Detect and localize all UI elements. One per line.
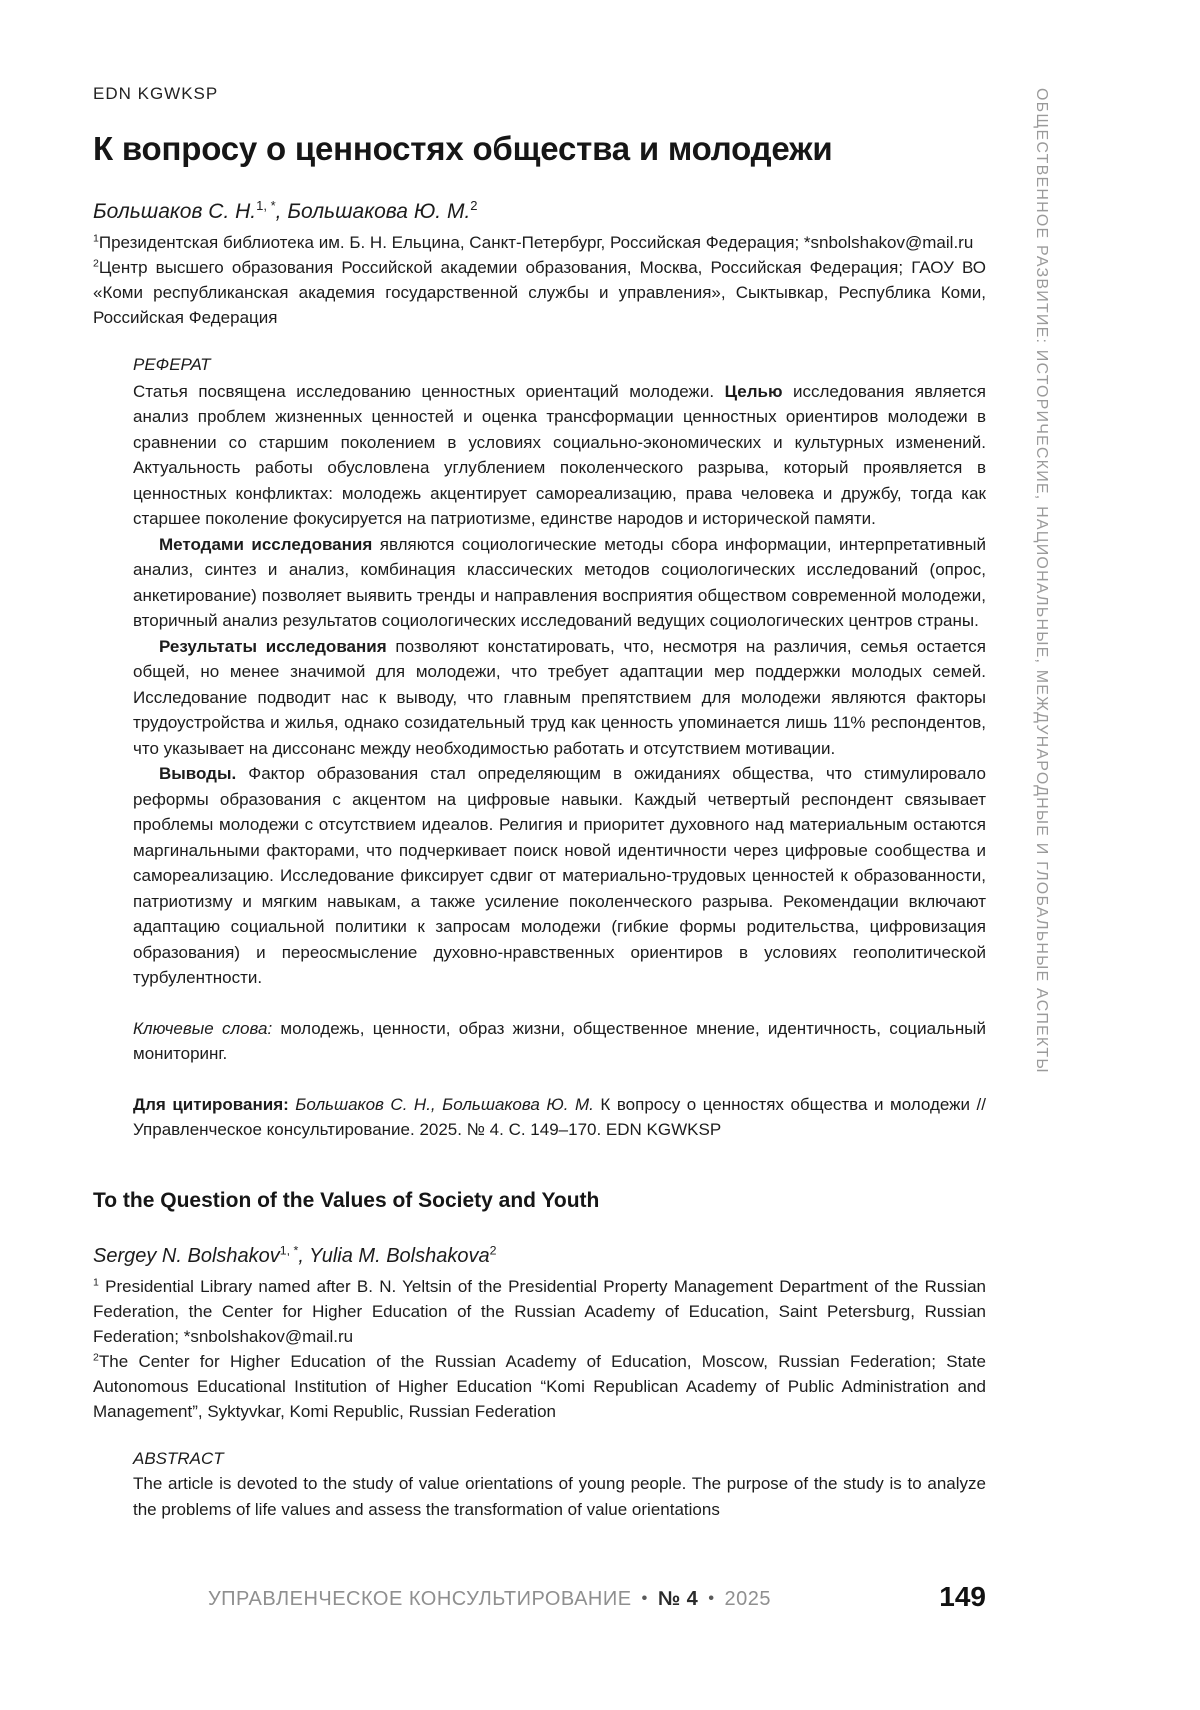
abstract-en: [133, 1446, 986, 1523]
citation-ru: [133, 1092, 986, 1143]
footer-journal-title: УПРАВЛЕНЧЕСКОЕ КОНСУЛЬТИРОВАНИЕ: [207, 1588, 632, 1610]
affiliation-ru-1-marker: 1: [93, 232, 99, 245]
authors-en: [93, 1242, 986, 1268]
affiliations-en: [93, 1274, 986, 1424]
author-ru-2-marker: 2: [470, 198, 478, 213]
authors-separator: ,: [298, 1244, 310, 1267]
abstract-text: исследования является анализ проблем жизненных ценностей и оценка трансформации ценностных ориентиров молодежи в сравнении со старшим поколением в условиях социально-экономических и культурных изменений. Актуальность работы обусловлена углублением поколенческого разрыва, который проявляется в ценностных конфликтах: молодежь акцентирует самореализацию, права человека и дружбу, тогда как старшее поколение фокусируется на патриотизме, единстве народов и исторической памяти.: [133, 381, 986, 528]
article-title-en: To the Question of the Values of Society and Youth: [93, 1188, 600, 1212]
keywords-ru: [133, 1016, 986, 1067]
author-ru-2: Большакова Ю. М.: [287, 200, 471, 223]
affiliation-ru-2: [93, 255, 986, 330]
author-ru-1-marker: 1, *: [256, 198, 276, 213]
abstract-bold-goal: Целью: [724, 381, 783, 401]
author-en-2-marker: 2: [489, 1242, 497, 1257]
abstract-ru-heading: РЕФЕРАТ: [133, 355, 211, 374]
affiliation-en-1-text: Presidential Library named after B. N. Yeltsin of the Presidential Property Management Department of the Russian Federation, the Center for Higher Education of the Russian Academy of Education, Saint Petersburg, Russian Federation; *snbolshakov@mail.ru: [93, 1276, 986, 1346]
citation-label: Для цитирования:: [133, 1094, 289, 1114]
abstract-en-paragraph-1: The article is devoted to the study of value orientations of young people. The purpose of the study is to analyze the problems of life values and assess the transformation of value orientations: [133, 1474, 986, 1519]
author-en-1: Sergey N. Bolshakov: [93, 1244, 280, 1267]
author-en-2: Yulia M. Bolshakova: [309, 1244, 490, 1267]
article-title-ru: К вопросу о ценностях общества и молодежи: [93, 130, 833, 167]
keywords-text: молодежь, ценности, образ жизни, общественное мнение, идентичность, социальный мониторинг.: [133, 1018, 986, 1063]
citation-text: К вопросу о ценностях общества и молодежи // Управленческое консультирование. 2025. № 4. С. 149–170. EDN KGWKSP: [133, 1094, 986, 1139]
footer-issue: № 4: [657, 1588, 699, 1610]
edn-code: EDN KGWKSP: [93, 84, 219, 103]
affiliation-ru-2-text: Центр высшего образования Российской академии образования, Москва, Российская Федерация; ГАОУ ВО «Коми республиканская академия государственной службы и управления», Сыктывкар, Республика Коми, Российская Федерация: [93, 258, 986, 327]
footer-dot-icon: •: [708, 1590, 715, 1607]
abstract-ru-paragraph-2: [133, 532, 986, 634]
abstract-ru-paragraph-3: [133, 634, 986, 762]
affiliation-en-1: [93, 1274, 986, 1349]
abstract-bold-results: Результаты исследования: [159, 636, 387, 656]
abstract-ru-paragraph-1: [133, 379, 986, 532]
affiliation-en-2-text: The Center for Higher Education of the Russian Academy of Education, Moscow, Russian Federation; State Autonomous Educational Institution of Higher Education “Komi Republican Academy of Public Administration and Management”, Syktyvkar, Komi Republic, Russian Federation: [93, 1351, 986, 1421]
abstract-text: Фактор образования стал определяющим в ожиданиях общества, что стимулировало реформы образования с акцентом на цифровые навыки. Каждый четвертый респондент связывает проблемы молодежи с отсутствием идеалов. Религия и приоритет духовного над материальным остаются маргинальными факторами, что подчеркивает поиск новой идентичности через цифровые сообщества и самореализацию. Исследование фиксирует сдвиг от материально-трудовых ценностей к образованности, патриотизму и мягким навыкам, а также усиление поколенческого разрыва. Рекомендации включают адаптацию социальной политики к запросам молодежи (гибкие формы родительства, цифровизация образования) и переосмысление духовно-нравственных ориентиров в условиях геополитической турбулентности.: [133, 764, 986, 987]
affiliation-ru-2-marker: 2: [93, 257, 99, 270]
footer-dot-icon: •: [641, 1590, 648, 1607]
footer-journal-line: [93, 1588, 986, 1611]
abstract-text: Статья посвящена исследованию ценностных ориентаций молодежи.: [133, 381, 725, 401]
citation-authors: Большаков С. Н., Большакова Ю. М.: [288, 1094, 594, 1114]
author-ru-1: Большаков С. Н.: [93, 200, 257, 223]
abstract-ru-paragraph-4: [133, 761, 986, 991]
affiliations-ru: [93, 230, 986, 330]
authors-ru: [93, 200, 986, 224]
keywords-label: Ключевые слова:: [133, 1018, 273, 1038]
affiliation-en-2-marker: 2: [93, 1350, 99, 1363]
page-footer: [93, 1581, 986, 1628]
abstract-text: являются социологические методы сбора информации, интерпретативный анализ, синтез и анализ, комбинация классических методов социологических исследований (опрос, анкетирование) позволяет выявить тренды и направления восприятия обществом современной молодежи, вторичный анализ результатов социологических исследований ведущих социологических центров страны.: [133, 534, 986, 630]
article-content: [93, 84, 986, 1522]
abstract-ru: [133, 352, 986, 1143]
affiliation-en-1-marker: 1: [93, 1275, 99, 1288]
authors-separator: ,: [275, 200, 288, 223]
author-en-1-marker: 1, *: [279, 1242, 299, 1257]
affiliation-ru-1: [93, 230, 986, 255]
abstract-en-heading: ABSTRACT: [133, 1448, 224, 1468]
abstract-bold-conclusions: Выводы.: [159, 764, 237, 783]
abstract-bold-methods: Методами исследования: [159, 534, 373, 554]
abstract-text: позволяют констатировать, что, несмотря на различия, семья остается общей, но менее значимой для молодежи, что требует адаптации мер поддержки молодых семей. Исследование подводит нас к выводу, что главным препятствием для молодежи являются факторы трудоустройства и жилья, однако созидательный труд как ценность упоминается лишь 11% респондентов, что указывает на диссонанс между необходимостью работать и отсутствием мотивации.: [133, 636, 986, 758]
footer-year: 2025: [724, 1588, 772, 1610]
section-title-vertical: ОБЩЕСТВЕННОЕ РАЗВИТИЕ: ИСТОРИЧЕСКИЕ, НАЦИОНАЛЬНЫЕ, МЕЖДУНАРОДНЫЕ И ГЛОБАЛЬНЫЕ АСПЕКТЫ: [1033, 88, 1050, 1074]
page-number: 149: [939, 1581, 986, 1612]
affiliation-en-2: [93, 1349, 986, 1424]
affiliation-ru-1-text: Президентская библиотека им. Б. Н. Ельцина, Санкт-Петербург, Российская Федерация; *snbolshakov@mail.ru: [98, 233, 974, 252]
